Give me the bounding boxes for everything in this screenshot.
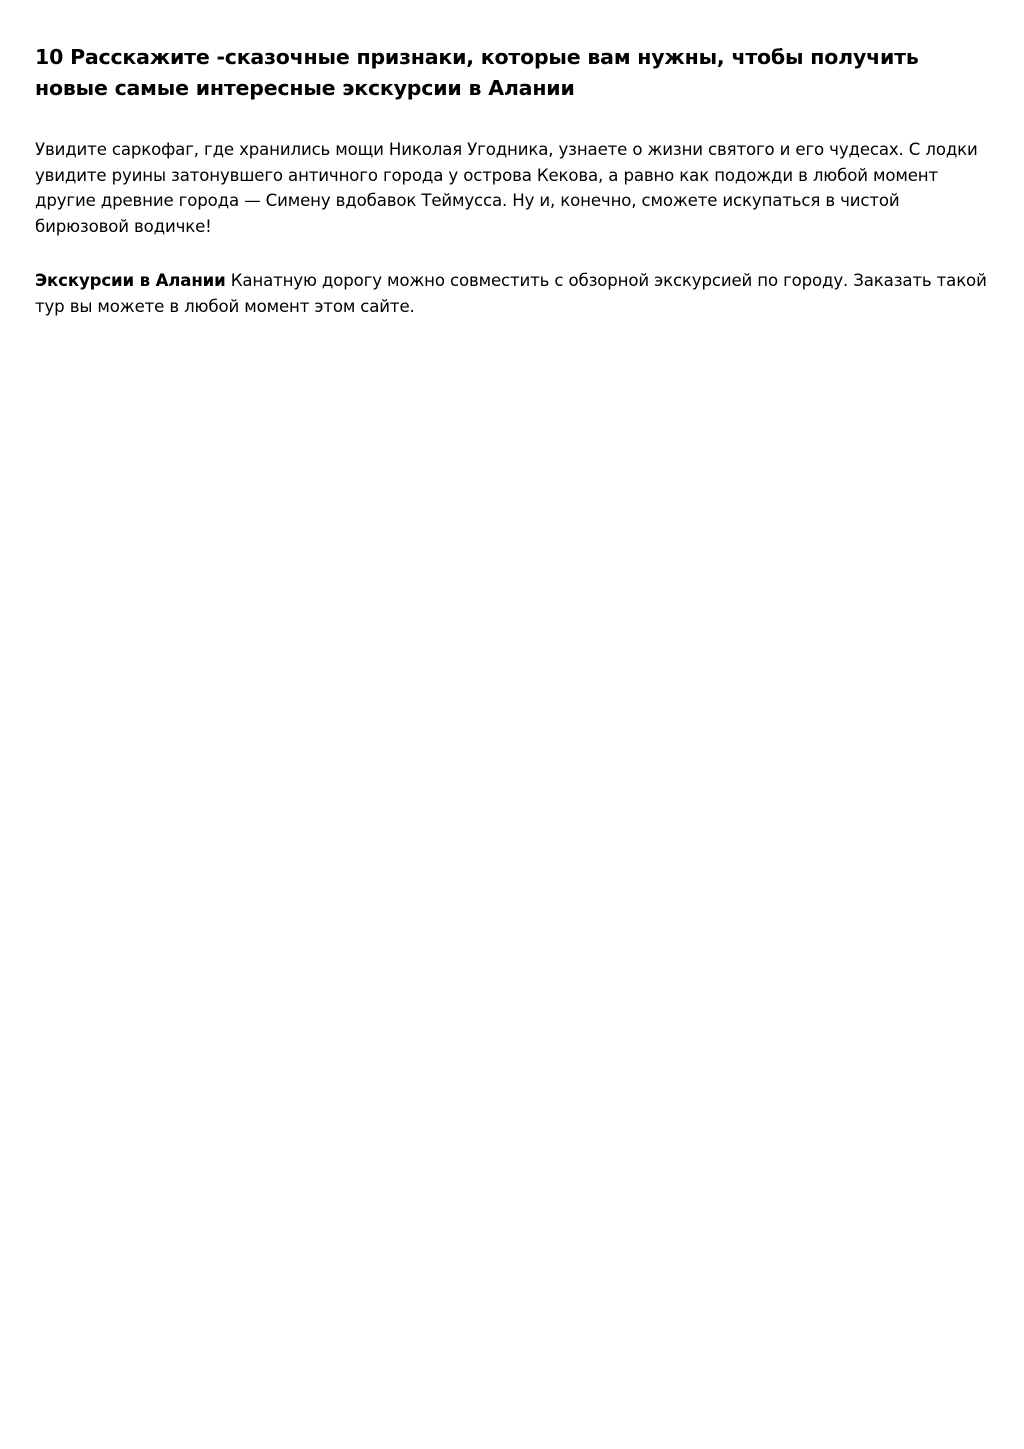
excursions-text: Канатную дорогу можно совместить с обзорной экскурсией по городу. Заказать такой тур вы можете в любой момент этом сайте. — [35, 271, 987, 316]
excursions-lead: Экскурсии в Алании — [35, 271, 226, 290]
page-title: 10 Расскажите -сказочные признаки, которые вам нужны, чтобы получить новые самые интересные экскурсии в Алании — [35, 45, 919, 100]
paragraph-excursions — [35, 268, 990, 319]
paragraph-intro: Увидите саркофаг, где хранились мощи Николая Угодника, узнаете о жизни святого и его чудесах. С лодки увидите руины затонувшего античного города у острова Кекова, а равно как подожди в любой момент другие древние города — Симену вдобавок Теймусса. Ну и, конечно, сможете искупаться в чистой бирюзовой водичке! — [35, 140, 978, 236]
